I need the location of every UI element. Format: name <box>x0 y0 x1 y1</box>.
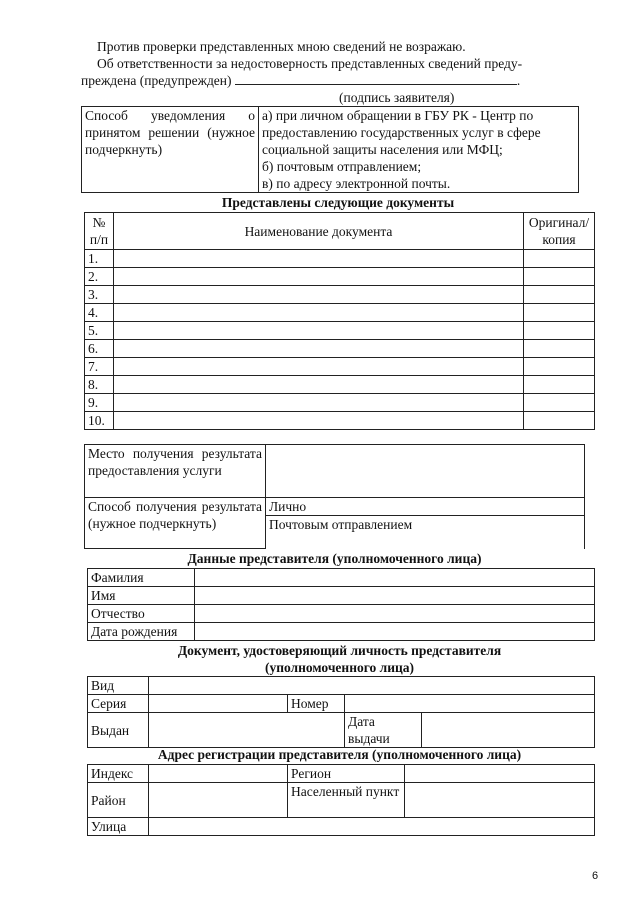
result-place-label: Место получения результата предоставления услуги <box>85 445 266 498</box>
doc-orig-cell[interactable] <box>524 340 595 358</box>
id-issue-date-label: Дата выдачи <box>345 713 422 748</box>
row-num: 6. <box>85 340 114 358</box>
doc-orig-cell[interactable] <box>524 376 595 394</box>
notification-options <box>259 107 579 193</box>
district-label: Район <box>88 783 149 818</box>
region-value[interactable] <box>405 765 595 783</box>
row-num: 8. <box>85 376 114 394</box>
notification-option[interactable]: б) почтовым отправлением; <box>262 159 422 174</box>
table-row <box>85 304 595 322</box>
field-label: Имя <box>88 587 195 605</box>
street-value[interactable] <box>149 818 595 836</box>
table-row <box>85 358 595 376</box>
table-row <box>85 412 595 430</box>
notification-table <box>81 106 579 193</box>
id-issued-label: Выдан <box>88 713 149 748</box>
notification-label: Способ уведомления о принятом решении (нужное подчеркнуть) <box>82 107 259 193</box>
doc-name-cell[interactable] <box>114 412 524 430</box>
result-method-label: Способ получения результата (нужное подчеркнуть) <box>85 498 266 549</box>
address-title: Адрес регистрации представителя (уполномоченного лица) <box>157 747 522 762</box>
statement-line-3 <box>81 72 520 89</box>
row-num: 4. <box>85 304 114 322</box>
col-num-header: № п/п <box>85 213 114 250</box>
table-row <box>85 376 595 394</box>
documents-title: Представлены следующие документы <box>221 195 455 210</box>
statement-line-3-suffix: . <box>516 73 521 88</box>
result-place-value[interactable] <box>266 445 585 498</box>
id-series-label: Серия <box>88 695 149 713</box>
notification-option[interactable]: а) при личном обращении в ГБУ РК - Центр по предоставлению государственных услуг в сфере социальной защиты населения или МФЦ; <box>262 108 541 157</box>
field-label: Фамилия <box>88 569 195 587</box>
id-issued-value[interactable] <box>149 713 345 748</box>
id-number-value[interactable] <box>345 695 595 713</box>
table-row <box>85 250 595 268</box>
id-issue-date-value[interactable] <box>422 713 595 748</box>
table-row <box>85 286 595 304</box>
doc-name-cell[interactable] <box>114 358 524 376</box>
doc-name-cell[interactable] <box>114 304 524 322</box>
signature-caption: (подпись заявителя) <box>339 90 455 105</box>
notification-option[interactable]: в) по адресу электронной почты. <box>262 176 451 191</box>
row-num: 7. <box>85 358 114 376</box>
row-num: 3. <box>85 286 114 304</box>
district-value[interactable] <box>149 783 288 818</box>
representative-title: Данные представителя (уполномоченного лица) <box>187 551 482 566</box>
table-row <box>85 322 595 340</box>
address-table <box>87 764 595 836</box>
field-value[interactable] <box>195 623 595 641</box>
row-num: 9. <box>85 394 114 412</box>
representative-table <box>87 568 595 641</box>
doc-name-cell[interactable] <box>114 268 524 286</box>
region-label: Регион <box>288 765 405 783</box>
id-document-title-2: (уполномоченного лица) <box>264 660 415 675</box>
row-num: 5. <box>85 322 114 340</box>
result-option-personal[interactable]: Лично <box>266 498 585 516</box>
index-value[interactable] <box>149 765 288 783</box>
index-label: Индекс <box>88 765 149 783</box>
doc-name-cell[interactable] <box>114 376 524 394</box>
col-orig-header: Оригинал/ копия <box>524 213 595 250</box>
locality-value[interactable] <box>405 783 595 818</box>
street-label: Улица <box>88 818 149 836</box>
table-row <box>85 268 595 286</box>
col-name-header: Наименование документа <box>114 213 524 250</box>
result-table <box>84 444 585 549</box>
field-value[interactable] <box>195 569 595 587</box>
signature-line[interactable] <box>235 72 517 85</box>
page-number: 6 <box>592 870 599 882</box>
id-document-table <box>87 676 595 748</box>
id-type-value[interactable] <box>149 677 595 695</box>
field-label: Отчество <box>88 605 195 623</box>
doc-orig-cell[interactable] <box>524 412 595 430</box>
doc-name-cell[interactable] <box>114 286 524 304</box>
statement-line-3-prefix: преждена (предупрежден) <box>81 73 232 88</box>
row-num: 1. <box>85 250 114 268</box>
doc-orig-cell[interactable] <box>524 268 595 286</box>
doc-name-cell[interactable] <box>114 340 524 358</box>
result-option-mail[interactable]: Почтовым отправлением <box>266 516 585 549</box>
row-num: 10. <box>85 412 114 430</box>
id-type-label: Вид <box>88 677 149 695</box>
id-document-title-1: Документ, удостоверяющий личность представителя <box>177 643 502 658</box>
doc-orig-cell[interactable] <box>524 322 595 340</box>
doc-orig-cell[interactable] <box>524 286 595 304</box>
doc-name-cell[interactable] <box>114 250 524 268</box>
field-value[interactable] <box>195 605 595 623</box>
doc-name-cell[interactable] <box>114 322 524 340</box>
table-row <box>85 394 595 412</box>
doc-orig-cell[interactable] <box>524 394 595 412</box>
id-series-value[interactable] <box>149 695 288 713</box>
statement-line-2: Об ответственности за недостоверность представленных сведений преду- <box>97 56 523 71</box>
doc-orig-cell[interactable] <box>524 358 595 376</box>
documents-table <box>84 212 595 430</box>
field-label: Дата рождения <box>88 623 195 641</box>
table-row <box>85 340 595 358</box>
doc-orig-cell[interactable] <box>524 250 595 268</box>
doc-orig-cell[interactable] <box>524 304 595 322</box>
doc-name-cell[interactable] <box>114 394 524 412</box>
row-num: 2. <box>85 268 114 286</box>
id-number-label: Номер <box>288 695 345 713</box>
field-value[interactable] <box>195 587 595 605</box>
statement-line-1: Против проверки представленных мною сведений не возражаю. <box>97 39 466 54</box>
locality-label: Населенный пункт <box>288 783 405 818</box>
